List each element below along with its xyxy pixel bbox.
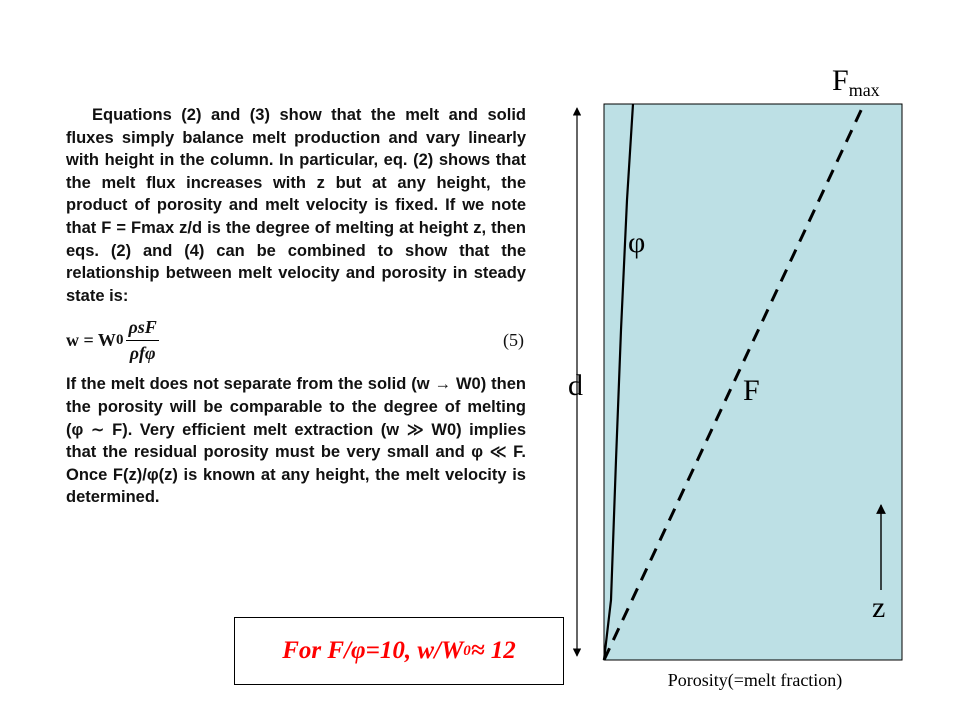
excerpt-paragraph-2: If the melt does not separate from the solid (w → W0) then the porosity will be comparable to the degree of melting (φ ∼ F). Very efficient melt extraction (w ≫ W0) implies that the residual porosity must be very small and φ ≪ F. Once F(z)/φ(z) is known at any height, the melt velocity is determined. — [66, 375, 526, 507]
fmax-label: $F_{max}$ — [832, 64, 880, 100]
phi-label: φ — [628, 226, 646, 259]
d-label: d — [568, 369, 583, 402]
callout-middle: =10, w/W — [365, 637, 464, 664]
equation-number: (5) — [503, 330, 524, 351]
equation-lhs-sub: 0 — [115, 332, 124, 349]
excerpt-paragraph-1: Equations (2) and (3) show that the melt and solid fluxes simply balance melt production and vary linearly with height in the column. In particular, eq. (2) shows that the melt flux increases with z but at any height, the product of porosity and melt velocity is fixed. If we note that F = Fmax z/d is the degree of melting at height z, then eqs. (2) and (4) can be combined to show that the relationship between melt velocity and porosity in steady state is: — [66, 106, 526, 305]
callout-prefix: For F/ — [282, 637, 352, 664]
equation-numerator: ρsF — [126, 316, 158, 341]
callout-phi: φ — [351, 637, 366, 664]
z-label: z — [872, 591, 886, 624]
f-label: F — [743, 374, 760, 407]
equation-lhs: w = W — [66, 330, 116, 351]
equation-denominator: ρfφ — [129, 342, 156, 363]
x-axis-label: Porosity(=melt fraction) — [667, 670, 843, 690]
callout-sub: 0 — [463, 642, 471, 659]
callout-suffix: ≈ 12 — [470, 637, 516, 664]
